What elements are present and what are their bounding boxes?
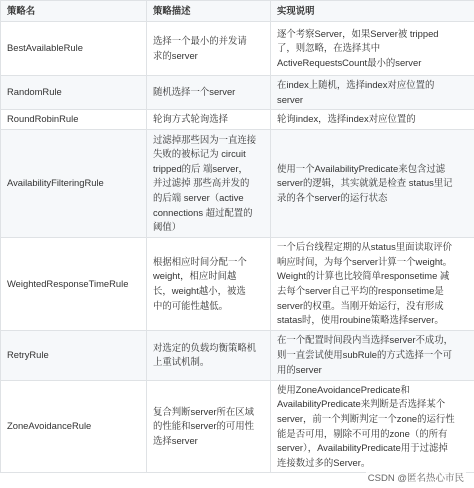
implementation-line: 录的各个server的运行状态 xyxy=(277,191,388,203)
table-row xyxy=(1,238,474,331)
rule-description-cell xyxy=(147,130,271,238)
rule-implementation-cell xyxy=(271,130,474,238)
implementation-line: 去每个server自己平均的responsetime是 xyxy=(277,284,444,296)
rule-implementation-cell xyxy=(271,330,474,380)
description-line: 并过滤掉 那些高并发的 xyxy=(153,177,250,189)
description-line: 复合判断server所在区域 xyxy=(153,405,255,417)
implementation-line: server的权重。当刚开始运行，没有形成 xyxy=(277,299,444,311)
implementation-line: 在一个配置时间段内当选择server不成功， xyxy=(277,334,454,346)
rule-name-cell: WeightedResponseTimeRule xyxy=(1,238,147,331)
implementation-line: server的逻辑，其实就就是检查 status里记 xyxy=(277,177,453,189)
implementation-line: server xyxy=(277,93,304,105)
rule-name-cell: ZoneAvoidanceRule xyxy=(1,380,147,473)
header-strategy-name: 策略名 xyxy=(1,1,147,22)
implementation-line: Weight的计算也比较简单responsetime 减 xyxy=(277,270,450,282)
watermark: CSDN @匿名热心市民 xyxy=(366,470,466,484)
implementation-line: 使用ZoneAvoidancePredicate和 xyxy=(277,383,410,395)
description-line: 的后端 server（active xyxy=(153,191,244,203)
description-line: 对选定的负载均衡策略机 xyxy=(153,341,257,353)
table-row xyxy=(1,110,474,130)
description-line: 阈值） xyxy=(153,221,182,233)
implementation-line: 了，则忽略，在选择其中 xyxy=(277,42,381,54)
header-strategy-description: 策略描述 xyxy=(147,1,271,22)
implementation-line: 一个后台线程定期的从status里面读取评价 xyxy=(277,241,453,253)
description-line: weight，相应时间越 xyxy=(153,270,237,282)
description-line: 随机选择一个server xyxy=(153,86,236,98)
rule-description-cell xyxy=(147,330,271,380)
rule-description-cell xyxy=(147,238,271,331)
description-line: 上重试机制。 xyxy=(153,356,210,368)
description-line: connections 超过配置的 xyxy=(153,206,253,218)
rule-implementation-cell xyxy=(271,22,474,76)
description-line: 轮询方式轮询选择 xyxy=(153,113,229,125)
rule-name-cell: RetryRule xyxy=(1,330,147,380)
table-row xyxy=(1,76,474,110)
table-row xyxy=(1,22,474,76)
description-line: 根据相应时间分配一个 xyxy=(153,255,247,267)
description-line: 中的可能性越低。 xyxy=(153,299,229,311)
implementation-line: 轮询index，选择index对应位置的 xyxy=(277,113,416,125)
description-line: 失败的被标记为 circuit xyxy=(153,148,246,160)
implementation-line: 则一直尝试使用subRule的方式选择一个可 xyxy=(277,348,453,360)
description-line: 的性能和server的可用性 xyxy=(153,420,255,432)
description-line: 长，weight越小，被选 xyxy=(153,284,246,296)
rule-implementation-cell xyxy=(271,76,474,110)
rule-name-cell: RoundRobinRule xyxy=(1,110,147,130)
implementation-line: statas时，使用roubine策略选择server。 xyxy=(277,314,444,326)
table-row xyxy=(1,130,474,238)
rule-name-cell: BestAvailableRule xyxy=(1,22,147,76)
description-line: 过滤掉那些因为一直连接 xyxy=(153,133,257,145)
rule-description-cell xyxy=(147,110,271,130)
implementation-line: server），AvailabilityPredicate用于过滤掉 xyxy=(277,442,448,454)
header-implementation-notes: 实现说明 xyxy=(271,1,474,22)
rule-name-cell: RandomRule xyxy=(1,76,147,110)
implementation-line: AvailabilityPredicate来判断是否选择某个 xyxy=(277,398,446,410)
implementation-line: 能是否可用，剔除不可用的zone（的所有 xyxy=(277,427,448,439)
rule-implementation-cell xyxy=(271,238,474,331)
description-line: 选择server xyxy=(153,434,198,446)
implementation-line: server，前一个判断判定一个zone的运行性 xyxy=(277,412,455,424)
rule-description-cell xyxy=(147,22,271,76)
rule-description-cell xyxy=(147,380,271,473)
implementation-line: 响应时间，为每个server计算一个weight。 xyxy=(277,255,453,267)
table-row xyxy=(1,380,474,473)
rule-description-cell xyxy=(147,76,271,110)
description-line: 求的server xyxy=(153,49,198,61)
implementation-line: 连接数过多的Server。 xyxy=(277,456,371,468)
rule-name-cell: AvailabilityFilteringRule xyxy=(1,130,147,238)
implementation-line: 在index上随机，选择index对应位置的 xyxy=(277,79,435,90)
rule-implementation-cell xyxy=(271,380,474,473)
table-header-row xyxy=(1,1,474,22)
implementation-line: 逐个考察Server，如果Server被 tripped xyxy=(277,27,439,39)
description-line: 选择一个最小的并发请 xyxy=(153,34,247,46)
implementation-line: ActiveRequestsCount最小的server xyxy=(277,56,422,68)
rule-implementation-cell xyxy=(271,110,474,130)
implementation-line: 用的server xyxy=(277,363,322,375)
table-row xyxy=(1,330,474,380)
description-line: tripped的后 端server， xyxy=(153,162,248,174)
implementation-line: 使用一个AvailabilityPredicate来包含过滤 xyxy=(277,162,446,174)
